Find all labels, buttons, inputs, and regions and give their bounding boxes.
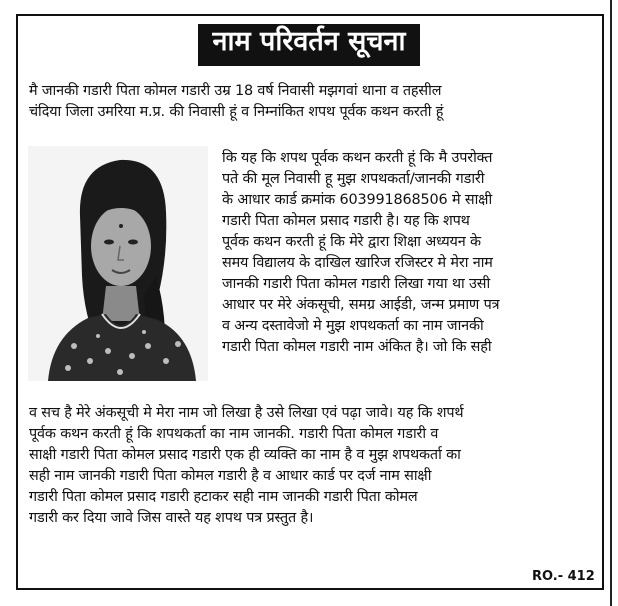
text-line-8: समय विद्यालय के दाखिल खारिज रजिस्टर मे मेरा नाम: [222, 255, 493, 271]
text-line-7: पूर्वक कथन करती हूं कि मेरे द्वारा शिक्षा अध्ययन के: [222, 234, 481, 250]
text-line-5: के आधार कार्ड क्रमांक 603991868506 मे साक्षी: [222, 192, 493, 208]
text-line-10: आधार पर मेरे अंकसूची, समग्र आईडी, जन्म प्रमाण पत्र: [222, 297, 500, 313]
text-line-18: गडारी कर दिया जावे जिस वास्ते यह शपथ पत्र प्रस्तुत है।: [29, 510, 314, 526]
text-line-3: कि यह कि शपथ पूर्वक कथन करती हूं कि मै उपरोक्त: [222, 150, 493, 166]
text-line-4: पते की मूल निवासी हू मुझ शपथकर्ता/जानकी गडारी: [222, 171, 485, 187]
notice-title: नाम परिवर्तन सूचना: [198, 24, 419, 66]
text-line-17: गडारी पिता कोमल प्रसाद गडारी हटाकर सही नाम जानकी गडारी पिता कोमल: [29, 489, 418, 505]
text-line-1: मै जानकी गडारी पिता कोमल गडारी उम्र 18 वर्ष निवासी मझगवां थाना व तहसील: [29, 83, 442, 99]
portrait-icon: [28, 146, 208, 381]
text-line-14: पूर्वक कथन करती हूं कि शपथकर्ता का नाम जानकी. गडारी पिता कोमल गडारी व: [29, 426, 439, 442]
text-line-2: चंदिया जिला उमरिया म.प्र. की निवासी हूं व निम्नांकित शपथ पूर्वक कथन करती हूं: [29, 104, 444, 120]
portrait-photo: [28, 146, 208, 381]
heading-container: [0, 24, 618, 66]
text-line-16: सही नाम जानकी गडारी पिता कोमल गडारी है व आधार कार्ड पर दर्ज नाम साक्षी: [29, 468, 432, 484]
ro-code: RO.- 412: [532, 569, 595, 584]
column-rule: [610, 0, 612, 606]
text-line-13: व सच है मेरे अंकसूची मे मेरा नाम जो लिखा है उसे लिखा एवं पढ़ा जावे। यह कि शपर्थ: [29, 405, 464, 421]
text-line-15: साक्षी गडारी पिता कोमल प्रसाद गडारी एक ही व्यक्ति का नाम है व मुझ शपथकर्ता का: [29, 447, 461, 463]
text-line-6: गडारी पिता कोमल प्रसाद गडारी है। यह कि शपथ: [222, 213, 470, 229]
text-line-12: गडारी पिता कोमल गडारी नाम अंकित है। जो कि सही: [222, 339, 492, 355]
text-line-11: व अन्य दस्तावेजो मे मुझ शपथकर्ता का नाम जानकी: [222, 318, 484, 334]
text-line-9: जानकी गडारी पिता कोमल गडारी लिखा गया था उसी: [222, 276, 491, 292]
